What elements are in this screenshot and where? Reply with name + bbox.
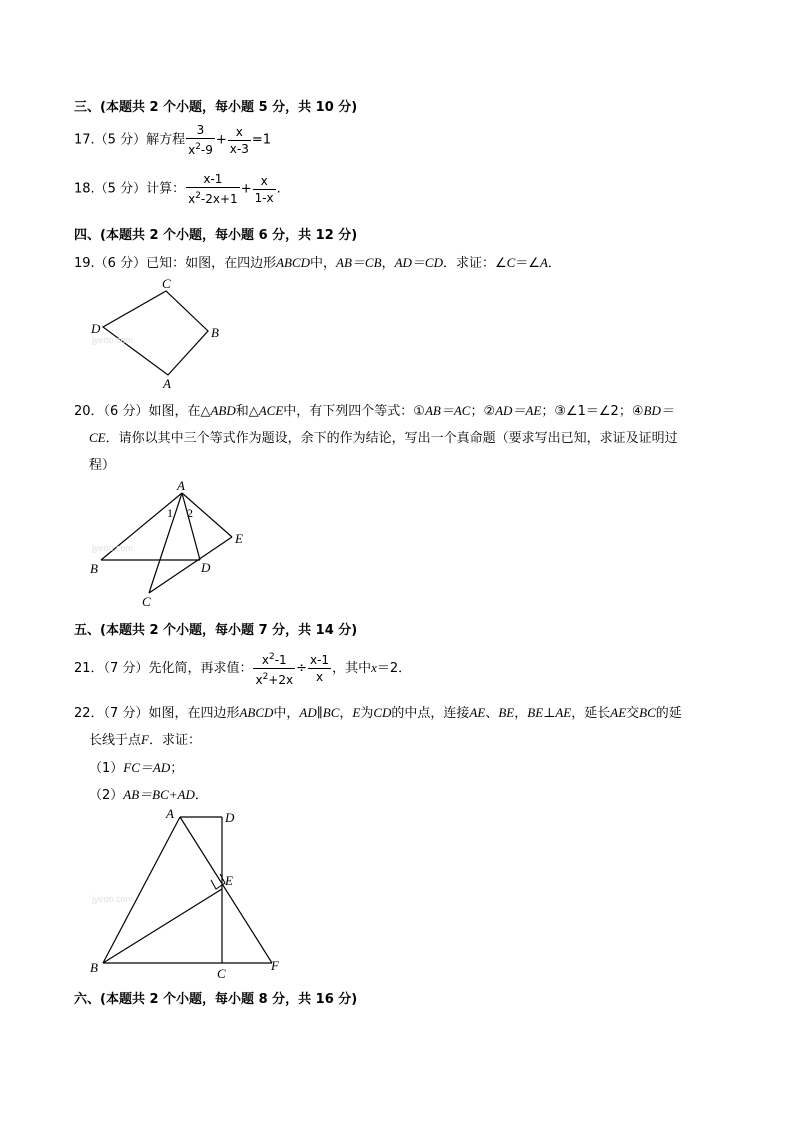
label-d: D [225,810,235,825]
label-a: A [166,806,174,821]
question-22-line-1: 22．（7 分）如图，在四边形ABCD中，AD∥BC，E为CD的中点，连接AE、BE，BE⊥AE，延长AE交BC的延 [74,705,682,721]
question-20-line-2: CE．请你以其中三个等式作为题设，余下的作为结论，写出一个真命题（要求写出已知，求证及证明过 [89,430,678,446]
section-5-header: 五、(本题共 2 个小题，每小题 7 分，共 14 分) [74,623,358,638]
q18-prefix: 18.（5 分）计算： [74,181,186,197]
question-22-line-2: 长线于点F．求证： [89,732,201,748]
label-b: B [90,561,98,576]
section-6-header: 六、(本题共 2 个小题，每小题 8 分，共 16 分) [74,992,358,1007]
watermark: jyeoo.com [92,543,134,553]
question-19: 19.（6 分）已知：如图，在四边形ABCD中，AB＝CB，AD＝CD．求证：∠C＝∠A． [74,255,561,271]
watermark: jyeoo.com [92,894,134,904]
label-c: C [142,594,151,609]
label-angle-2: 2 [187,506,193,520]
label-b: B [90,960,98,975]
q17-prefix: 17.（5 分）解方程 [74,132,186,148]
watermark: jyeoo.com [92,335,134,345]
label-c: C [162,276,171,291]
q18-fraction-2: $\frac{x}{1-x}$ [254,173,274,205]
label-d: D [91,321,101,336]
label-f: F [271,958,279,973]
label-c: C [217,966,226,981]
label-d: D [201,560,211,575]
q18-fraction-1: $\frac{x-1}{x^2-2x+1}$ [188,172,238,206]
label-a: A [163,376,171,391]
label-angle-1: 1 [167,506,173,520]
segment-af [180,817,272,963]
q21-fraction-2: $\frac{x-1}{x}$ [310,653,330,684]
section-3-header: 三、(本题共 2 个小题，每小题 5 分，共 10 分) [74,100,358,115]
question-20-line-1: 20．（6 分）如图，在△ABD和△ACE中，有下列四个等式：①AB＝AC；②AD＝AE；③∠1＝∠2；④BD＝ [74,403,674,419]
question-17: 17.（5 分）解方程 $\frac{3}{x^2-9}$ + $\frac{x}{x-3}$ =1 [74,123,272,157]
question-22-part-1: （1）FC＝AD； [89,760,184,776]
label-b: B [211,325,219,340]
label-e: E [235,531,243,546]
question-20-line-3: 程） [89,458,116,473]
label-e: E [225,873,233,888]
q21-fraction-1: $\frac{x^2-1}{x^2+2x}$ [253,649,295,688]
question-21: 21．（7 分）先化简，再求值： $\frac{x^2-1}{x^2+2x}$ ÷ $\frac{x-1}{x}$ ，其中x＝2． [74,649,411,688]
q17-fraction-2: $\frac{x}{x-3}$ [229,124,249,156]
section-4-header: 四、(本题共 2 个小题，每小题 6 分，共 12 分) [74,228,358,243]
label-a: A [177,478,185,493]
question-18: 18.（5 分）计算： $\frac{x-1}{x^2-2x+1}$ + $\frac{x}{1-x}$ . [74,172,281,206]
q17-fraction-1: $\frac{3}{x^2-9}$ [188,123,213,157]
question-22-part-2: （2）AB＝BC+AD． [89,787,208,803]
segment-ab [103,817,180,963]
